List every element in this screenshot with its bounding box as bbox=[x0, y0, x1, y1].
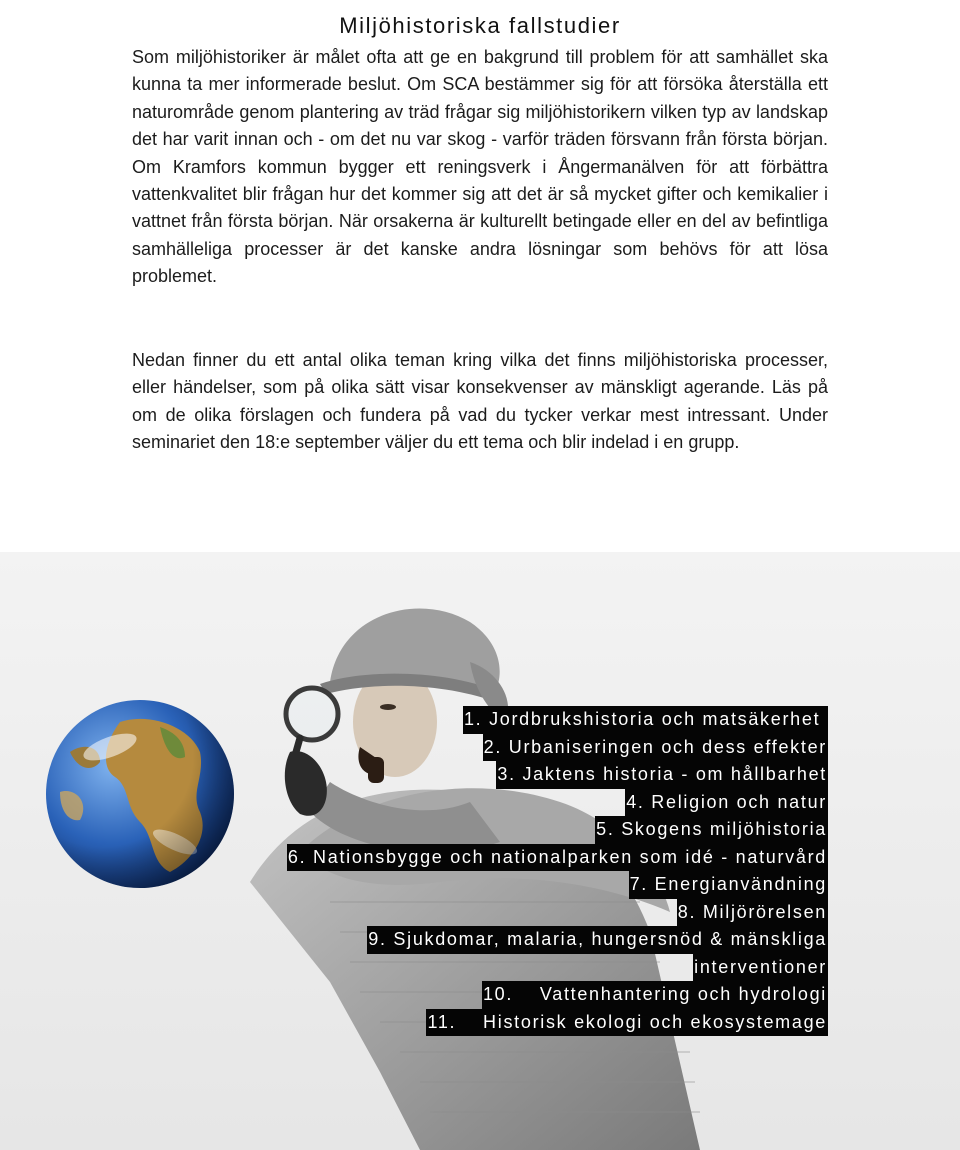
topic-item-continuation: interventioner bbox=[693, 954, 828, 982]
earth-globe-icon bbox=[46, 700, 234, 888]
topic-item: 9. Sjukdomar, malaria, hungersnöd & mänskliga bbox=[367, 926, 828, 954]
instructions-paragraph: Nedan finner du ett antal olika teman kring vilka det finns miljöhistoriska processer, eller händelser, som på olika sätt visar konsekvenser av mänskligt agerande. Läs på om de olika förslagen och fundera på vad du tycker verkar mest intressant. Under seminariet den 18:e september väljer du ett tema och blir indelad i en grupp. bbox=[132, 350, 828, 453]
topic-item: 10. Vattenhantering och hydrologi bbox=[482, 981, 828, 1009]
topic-item: 8. Miljörörelsen bbox=[677, 899, 828, 927]
page-title: Miljöhistoriska fallstudier bbox=[339, 12, 621, 38]
topic-list bbox=[287, 706, 828, 1036]
topic-item: 2. Urbaniseringen och dess effekter bbox=[483, 734, 828, 762]
topic-item: 7. Energianvändning bbox=[629, 871, 828, 899]
intro-paragraph: Som miljöhistoriker är målet ofta att ge en bakgrund till problem för att samhället ska kunna ta mer informerade beslut. Om SCA bestämmer sig för att försöka återställa ett naturområde genom plantering av träd frågar sig miljöhistorikern vilken typ av landskap det har varit innan och - om det nu var skog - varför träden försvann från första början. Om Kramfors kommun bygger ett reningsverk i Ångermanälven för att förbättra vattenkvalitet blir frågan hur det kommer sig att det är så mycket gifter och kemikalier i vattnet från första början. När orsakerna är kulturellt betingade eller en del av befintliga samhälleliga processer är det kanske andra lösningar som behövs för att lösa problemet. bbox=[132, 47, 828, 287]
topic-item: 4. Religion och natur bbox=[625, 789, 828, 817]
topic-item: 3. Jaktens historia - om hållbarhet bbox=[496, 761, 828, 789]
topic-item: 5. Skogens miljöhistoria bbox=[595, 816, 828, 844]
topic-item: 1. Jordbrukshistoria och matsäkerhet bbox=[463, 706, 828, 734]
topic-item: 11. Historisk ekologi och ekosystemage bbox=[426, 1009, 828, 1037]
topic-item: 6. Nationsbygge och nationalparken som idé - naturvård bbox=[287, 844, 828, 872]
